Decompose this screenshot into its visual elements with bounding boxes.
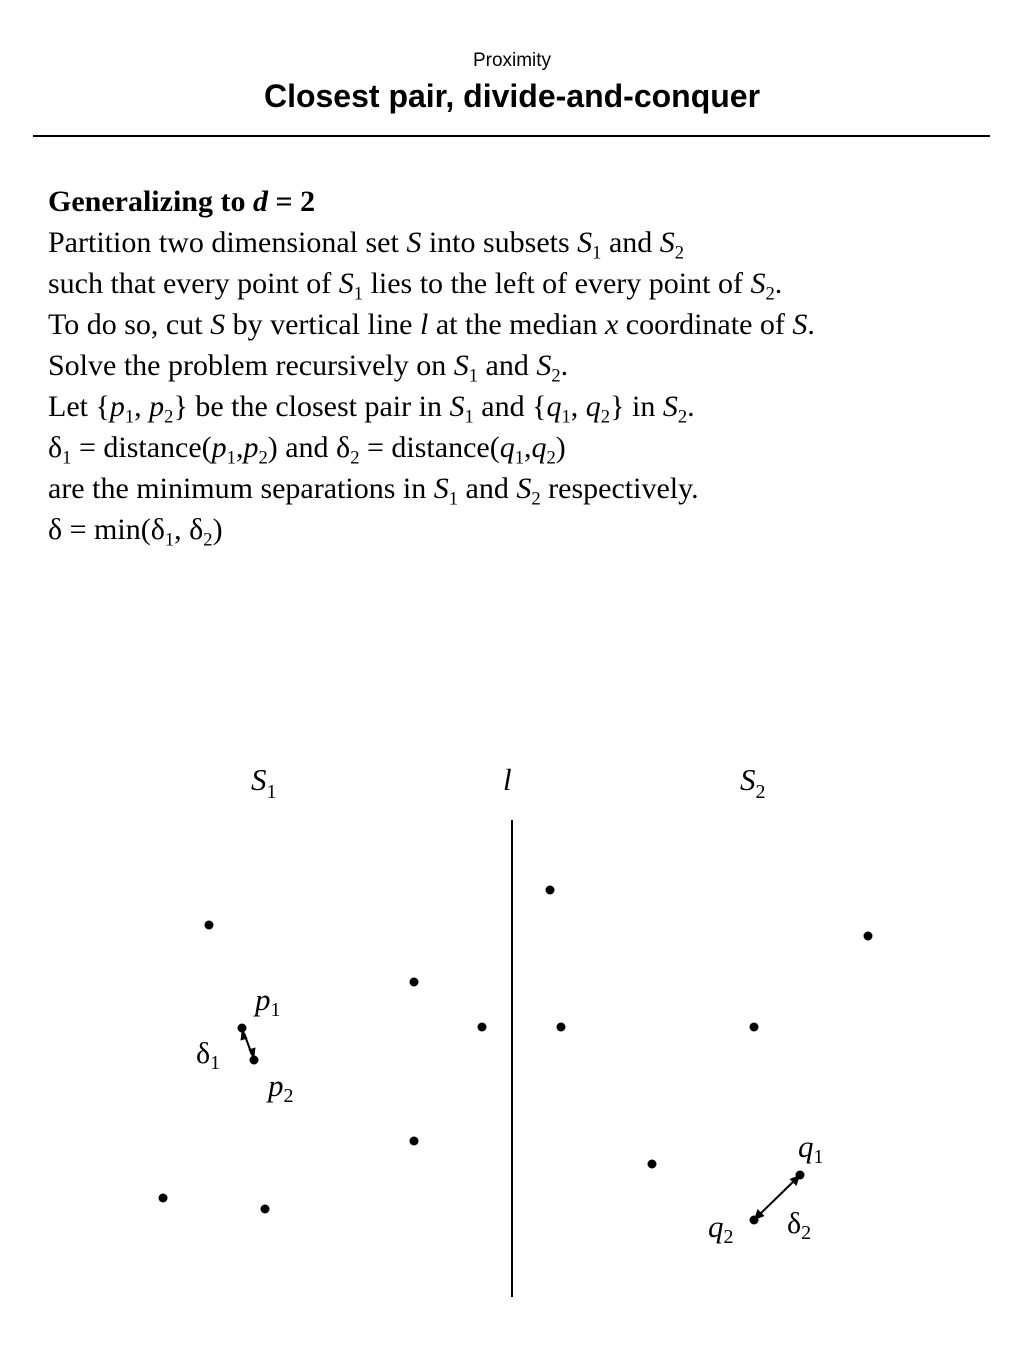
subscript: 2: [350, 447, 360, 469]
section-heading: [48, 181, 988, 222]
text-segment: δ: [189, 513, 204, 546]
text-segment: .: [774, 267, 783, 300]
subscript: 1: [164, 529, 175, 551]
text-segment: p: [243, 431, 259, 464]
text-segment: S: [449, 390, 465, 423]
text-segment: and: [458, 472, 517, 505]
text-segment: and: [601, 226, 660, 259]
text-segment: ): [555, 431, 566, 464]
heading-prefix: Generalizing to: [48, 185, 253, 218]
subscript: 2: [203, 529, 213, 551]
text-segment: at the median: [428, 308, 605, 341]
page-title: Closest pair, divide-and-conquer: [263, 78, 761, 114]
text-segment: = distance(: [71, 431, 212, 464]
text-segment: q: [531, 431, 547, 464]
text-segment: coordinate of: [618, 308, 793, 341]
text-segment: S: [516, 472, 532, 505]
text-segment: .: [687, 390, 695, 423]
subscript: 1: [124, 406, 135, 428]
text-segment: Let {: [48, 390, 110, 423]
body-lines: [48, 222, 988, 550]
point: [478, 1023, 487, 1032]
label-p2: p2: [268, 1068, 294, 1107]
point: [261, 1205, 270, 1214]
label-delta1: $\delta_1$: [196, 1037, 221, 1074]
label-q1: q1: [798, 1129, 824, 1168]
subscript: 2: [551, 365, 561, 387]
text-segment: are the minimum separations in: [48, 472, 434, 505]
text-segment: p: [109, 390, 125, 423]
heading-suffix: = 2: [267, 185, 316, 218]
subscript: 1: [514, 447, 524, 469]
label-q2: q2: [708, 1209, 734, 1248]
text-segment: S: [406, 226, 422, 259]
body-text: [48, 181, 988, 550]
text-segment: x: [604, 308, 619, 341]
text-segment: δ: [150, 513, 165, 546]
median-line-label: l: [503, 762, 512, 797]
body-line: [48, 345, 988, 386]
text-segment: q: [546, 390, 562, 423]
text-segment: S: [662, 390, 678, 423]
text-segment: Solve the problem recursively on: [48, 349, 454, 382]
subscript: 2: [164, 406, 174, 428]
heading-variable: d: [252, 185, 268, 218]
text-segment: S: [453, 349, 469, 382]
header-divider: [33, 135, 990, 137]
subscript: 1: [448, 488, 459, 510]
text-segment: S: [750, 267, 766, 300]
text-segment: S: [536, 349, 552, 382]
subscript: 2: [677, 406, 688, 428]
text-segment: S: [659, 226, 675, 259]
subscript: 2: [674, 242, 685, 264]
text-segment: S: [433, 472, 449, 505]
label-delta2: $\delta_2$: [787, 1207, 812, 1244]
point: [648, 1160, 657, 1169]
subscript: 1: [592, 242, 602, 264]
text-segment: S: [338, 267, 354, 300]
text-segment: q: [585, 390, 601, 423]
subscript: 2: [600, 406, 611, 428]
text-segment: p: [149, 390, 165, 423]
text-segment: S: [210, 308, 226, 341]
body-line: [48, 386, 988, 427]
subscript: 1: [561, 406, 571, 428]
text-segment: S: [577, 226, 593, 259]
point: [205, 921, 214, 930]
text-segment: into subsets: [421, 226, 578, 259]
subscript: 2: [765, 283, 775, 305]
body-line: [48, 222, 988, 263]
body-line: [48, 263, 988, 304]
text-segment: ,: [570, 390, 586, 423]
body-line: [48, 509, 988, 550]
text-segment: and: [478, 349, 537, 382]
text-segment: p: [211, 431, 227, 464]
point: [159, 1194, 168, 1203]
text-segment: δ: [48, 431, 63, 464]
text-segment: δ: [336, 431, 351, 464]
text-segment: } be the closest pair in: [173, 390, 450, 423]
text-segment: respectively.: [540, 472, 699, 505]
text-segment: by vertical line: [225, 308, 420, 341]
set-label-s1: $S_1$: [251, 762, 277, 803]
text-segment: ): [212, 513, 223, 546]
subscript: 1: [464, 406, 474, 428]
text-segment: ,: [174, 513, 190, 546]
text-segment: such that every point of: [48, 267, 339, 300]
subscript: 1: [226, 447, 236, 469]
point: [864, 932, 873, 941]
text-segment: .: [807, 308, 815, 341]
text-segment: = distance(: [359, 431, 500, 464]
label-p1: p1: [255, 982, 281, 1021]
text-segment: lies to the left of every point of: [363, 267, 751, 300]
text-segment: Partition two dimensional set: [48, 226, 407, 259]
subscript: 2: [546, 447, 556, 469]
point: [557, 1023, 566, 1032]
point: [410, 978, 419, 987]
closest-pair-diagram: [0, 740, 1024, 1340]
text-segment: S: [792, 308, 808, 341]
text-segment: ) and: [267, 431, 337, 464]
set-label-s2: $S_2$: [740, 762, 766, 803]
subscript: 2: [258, 447, 268, 469]
text-segment: .: [560, 349, 569, 382]
point: [410, 1137, 419, 1146]
body-line: [48, 427, 988, 468]
body-line: [48, 468, 988, 509]
subscript: 1: [468, 365, 479, 387]
text-segment: δ = min(: [48, 513, 151, 546]
text-segment: ,: [523, 431, 532, 464]
point: [750, 1023, 759, 1032]
text-segment: ,: [134, 390, 150, 423]
text-segment: l: [420, 308, 429, 341]
delta1-arrow: [241, 1028, 256, 1060]
text-segment: and {: [473, 390, 547, 423]
text-segment: ,: [235, 431, 244, 464]
text-segment: To do so, cut: [48, 308, 211, 341]
point: [546, 886, 555, 895]
subscript: 2: [531, 488, 541, 510]
subscript: 1: [62, 447, 72, 469]
text-segment: } in: [610, 390, 663, 423]
body-line: [48, 304, 988, 345]
subscript: 1: [353, 283, 364, 305]
header-kicker: Proximity: [472, 50, 552, 71]
text-segment: q: [499, 431, 515, 464]
